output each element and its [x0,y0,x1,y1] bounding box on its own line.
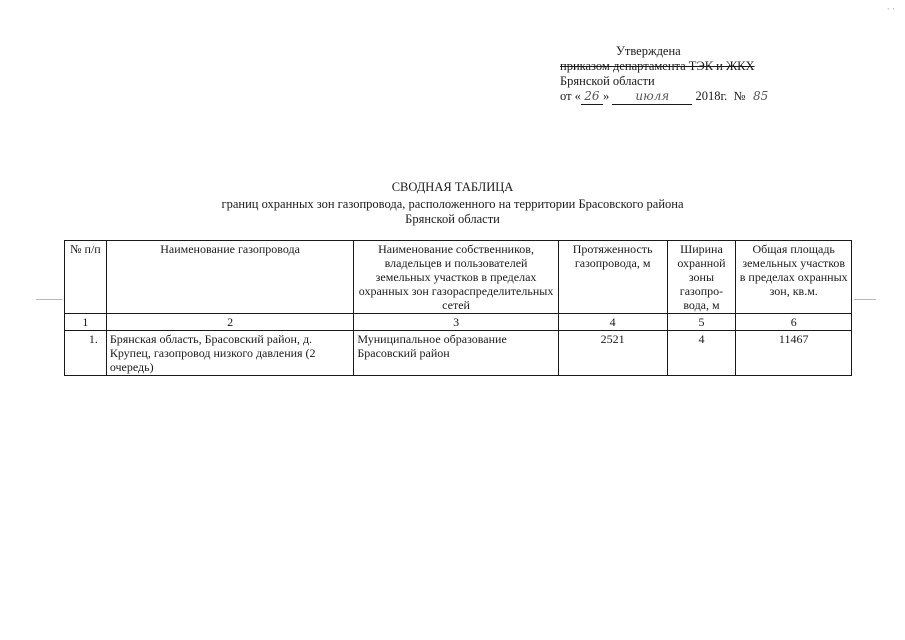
column-index-row [65,314,852,331]
cell-pipeline-name: Брянская область, Брасовский район, д. Крупец, газопровод низкого давления (2 очередь) [106,331,354,376]
cell-num: 1. [65,331,107,376]
scan-marks: · · [886,4,895,14]
handwritten-month: июля [612,89,692,105]
header-pipeline-name: Наименование газопровода [106,241,354,314]
handwritten-order-number: 85 [752,89,769,103]
date-quote-close: » [602,89,610,103]
cell-owners: Муниципальное образование Брасовский район [354,331,558,376]
header-length: Протяженность газопровода, м [558,241,667,314]
column-index: 4 [558,314,667,331]
header-total-area: Общая площадь земельных участков в пределах охранных зон, кв.м. [736,241,852,314]
cell-zone-width: 4 [667,331,736,376]
scan-artifact-line [36,299,62,300]
column-index: 2 [106,314,354,331]
header-num: № п/п [65,241,107,314]
date-year: 2018г. [695,89,728,103]
table-header-row [65,241,852,314]
table-row [65,331,852,376]
order-number-prefix: № [733,89,746,103]
cell-length: 2521 [558,331,667,376]
approval-order-line: приказом департамента ТЭК и ЖКХ [560,59,755,73]
date-prefix: от « [560,89,581,103]
header-owners: Наименование собственников, владельцев и пользователей земельных участков в пределах охранных зон газораспределительных сетей [354,241,558,314]
document-heading [0,180,905,227]
document-subtitle-line2: Брянской области [405,212,500,226]
approval-title: Утверждена [616,44,681,58]
header-zone-width: Ширина охранной зоны газопро-вода, м [667,241,736,314]
cell-total-area: 11467 [736,331,852,376]
handwritten-day: 26 [581,89,603,105]
column-index: 6 [736,314,852,331]
approval-region-line: Брянской области [560,74,655,88]
approval-stamp-block [560,44,820,105]
document-title: СВОДНАЯ ТАБЛИЦА [391,180,514,194]
approval-date-line [560,89,820,105]
column-index: 3 [354,314,558,331]
summary-table [64,240,852,376]
scan-artifact-line [854,299,876,300]
column-index: 1 [65,314,107,331]
column-index: 5 [667,314,736,331]
document-subtitle-line1: границ охранных зон газопровода, расположенного на территории Брасовского района [221,197,684,211]
